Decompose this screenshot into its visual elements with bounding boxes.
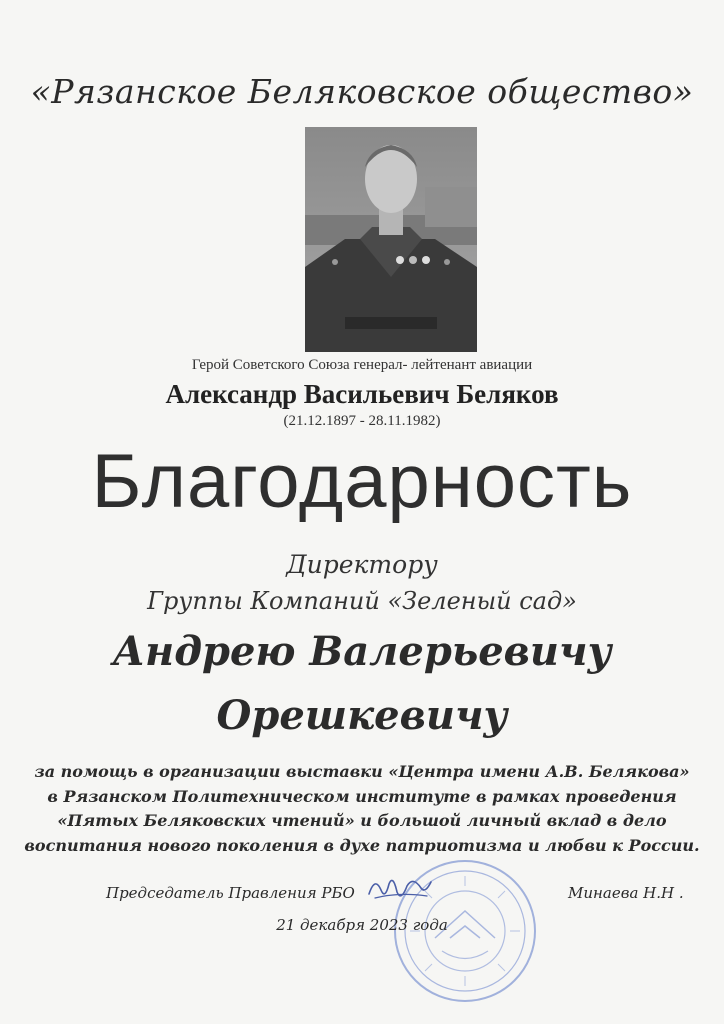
recipient-name-line-2: Орешкевичу <box>216 692 508 739</box>
signatory-name: Минаева Н.Н . <box>568 884 684 902</box>
reason-line: «Пятых Беляковских чтений» и большой личный вклад в дело <box>57 811 667 830</box>
reason-line: за помощь в организации выставки «Центра имени А.В. Белякова» <box>34 762 690 781</box>
handwritten-signature <box>365 872 435 904</box>
document-heading: Благодарность <box>91 439 633 524</box>
gratitude-reason <box>0 760 724 858</box>
recipient-role: Директору <box>286 550 438 579</box>
reason-line: воспитания нового поколения в духе патриотизма и любви к России. <box>24 835 700 855</box>
reason-line: в Рязанском Политехническом институте в рамках проведения <box>47 786 677 806</box>
recipient-name-line-1: Андрею Валерьевичу <box>112 628 612 675</box>
recipient-organization: Группы Компаний «Зеленый сад» <box>147 587 577 615</box>
hero-caption: Герой Советского Союза генерал- лейтенант авиации <box>191 357 533 373</box>
hero-life-dates: (21.12.1897 - 28.11.1982) <box>283 413 441 429</box>
issue-date: 21 декабря 2023 года <box>276 916 448 934</box>
hero-portrait-photo <box>305 127 477 352</box>
signatory-position: Председатель Правления РБО <box>106 884 355 902</box>
organization-title: «Рязанское Беляковское общество» <box>30 72 694 111</box>
hero-name: Александр Васильевич Беляков <box>165 379 559 409</box>
